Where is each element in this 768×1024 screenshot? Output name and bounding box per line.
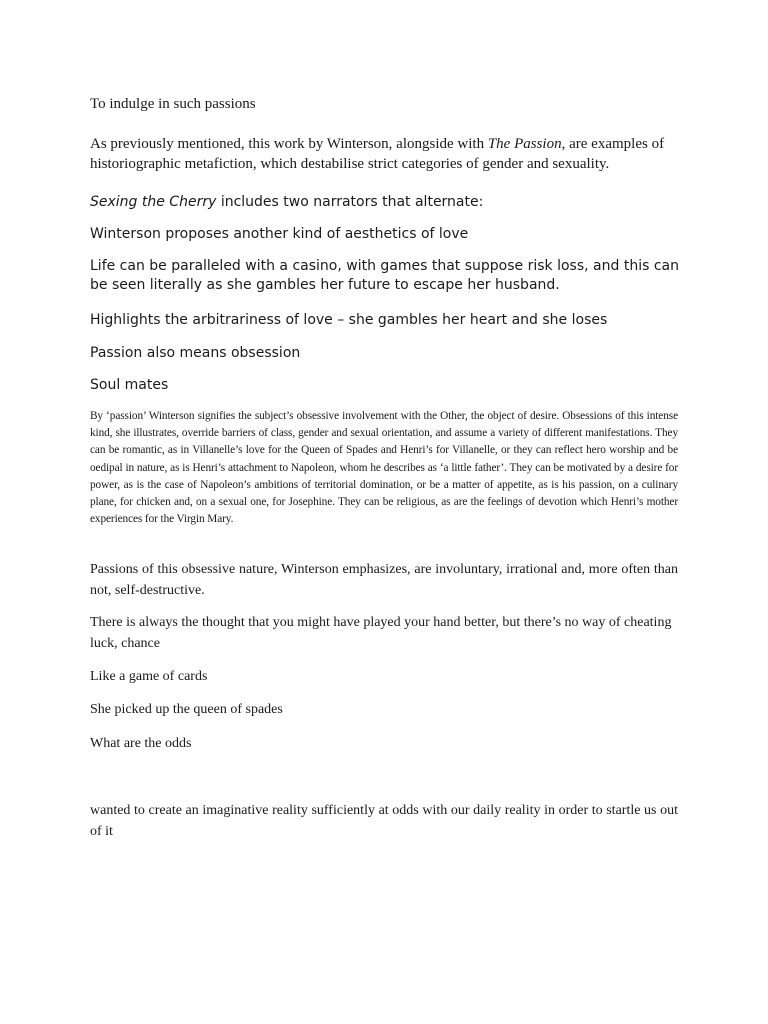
intro-book-title: The Passion <box>487 136 562 152</box>
sexing-book-title: Sexing the Cherry <box>90 194 217 210</box>
note-obsession: Passion also means obsession <box>90 345 301 361</box>
note-aesthetics: Winterson proposes another kind of aesthetics of love <box>90 226 469 242</box>
intro-paragraph <box>90 134 680 174</box>
quoted-passage: By ‘passion’ Winterson signifies the subject’s obsessive involvement with the Other, the object of desire. Obsessions of this intense kind, she illustrates, override barriers of class, gender and sexual orientation, and assume a variety of different manifestations. They can be romantic, as in Villanelle’s love for the Queen of Spades and Henri’s for Villanelle, or they can reflect hero worship and be oedipal in nature, as is Henri’s attachment to Napoleon, whom he describes as ‘a little father’. They can be motivated by a desire for power, as is the case of Napoleon’s ambitions of territorial domination, or be a matter of appetite, as is his passion, on a culinary plane, for chicken and, on a sexual one, for Josephine. They can be religious, as are the feelings of devotion which Henri’s mother experiences for the Virgin Mary. <box>90 410 678 526</box>
passions-paragraph: Passions of this obsessive nature, Winterson emphasizes, are involuntary, irrational and, more often than not, self-destructive. <box>90 562 678 598</box>
intro-text-end: , are examples of historiographic metafiction, which destabilise strict categories of gender and sexuality. <box>90 136 665 172</box>
sexing-paragraph <box>90 192 678 212</box>
note-casino: Life can be paralleled with a casino, with games that suppose risk loss, and this can be seen literally as she gambles her future to escape her husband. <box>90 258 679 293</box>
note-soul-mates: Soul mates <box>90 377 169 393</box>
wanted-paragraph: wanted to create an imaginative reality sufficiently at odds with our daily reality in order to startle us out of it <box>90 803 678 839</box>
thought-paragraph: There is always the thought that you might have played your hand better, but there’s no way of cheating luck, chance <box>90 615 672 651</box>
odds-line: What are the odds <box>90 736 192 751</box>
intro-text-start: As previously mentioned, this work by Winterson, alongside with <box>90 136 488 152</box>
section-heading: To indulge in such passions <box>90 96 256 112</box>
queen-line: She picked up the queen of spades <box>90 702 283 717</box>
sexing-text: includes two narrators that alternate: <box>216 194 484 210</box>
note-arbitrariness: Highlights the arbitrariness of love – she gambles her heart and she loses <box>90 312 608 328</box>
cards-line: Like a game of cards <box>90 669 208 684</box>
